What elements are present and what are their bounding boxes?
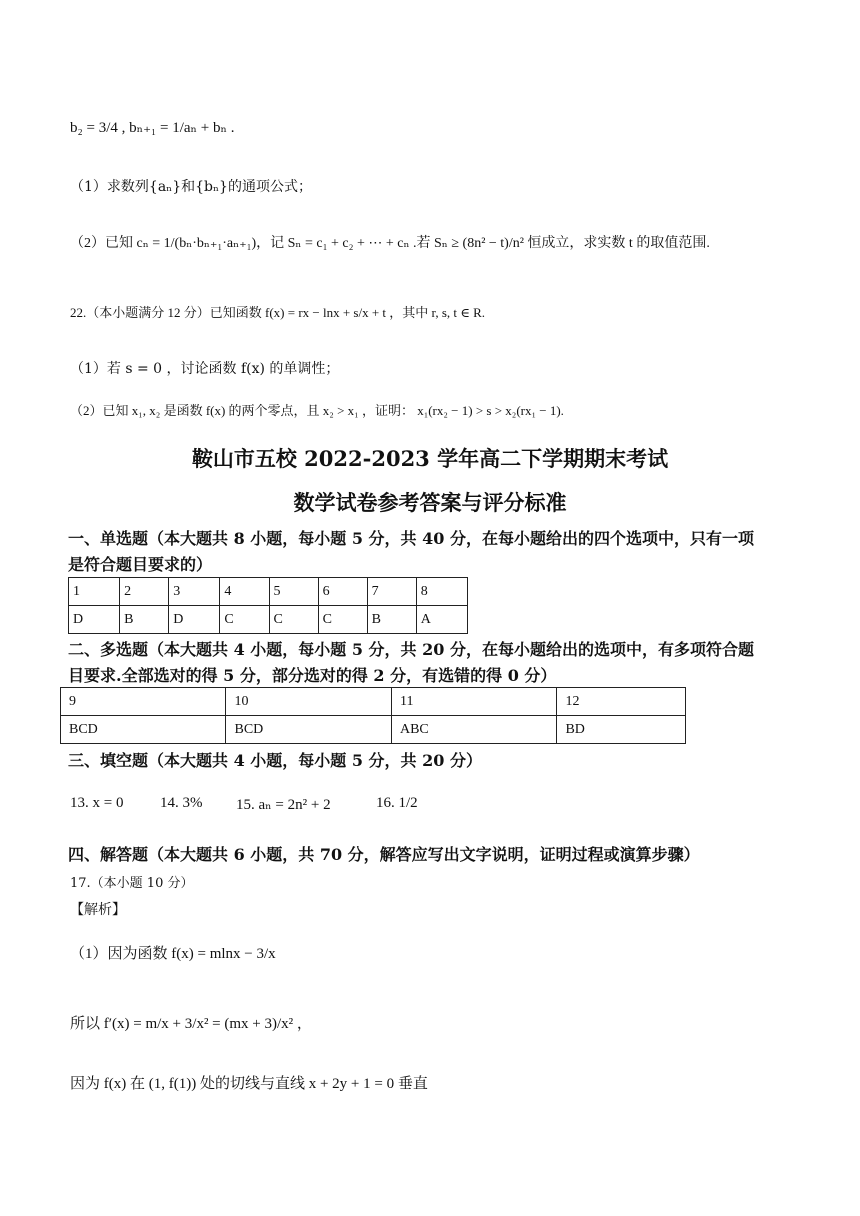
- cell: BCD: [226, 716, 391, 744]
- cell: BCD: [61, 716, 226, 744]
- cell: B: [367, 606, 416, 634]
- answer-16: 16. 1/2: [376, 795, 418, 811]
- cell: B: [120, 606, 169, 634]
- cell: C: [220, 606, 269, 634]
- answer-13: 13. x = 0: [70, 795, 124, 811]
- section1-heading-2: 是符合题目要求的）: [68, 555, 213, 574]
- cell: 4: [220, 578, 269, 606]
- table-row: [61, 716, 686, 744]
- cell: C: [318, 606, 367, 634]
- section1-heading-1: 一、单选题（本大题共 8 小题，每小题 5 分，共 40 分，在每小题给出的四个选项中，只有一项: [68, 529, 754, 548]
- cell: 6: [318, 578, 367, 606]
- cell: 1: [69, 578, 120, 606]
- answer-14: 14. 3%: [160, 795, 203, 811]
- p22-part1: （1）若 s = 0 ，讨论函数 f(x) 的单调性；: [70, 361, 340, 377]
- p21-part2-suffix: 恒成立，求实数 t 的取值范围.: [527, 236, 710, 251]
- cell: 2: [120, 578, 169, 606]
- table-row: [61, 688, 686, 716]
- cell: A: [416, 606, 467, 634]
- cell: 8: [416, 578, 467, 606]
- answer-title: 鞍山市五校 2022-2023 学年高二下学期期末考试: [191, 446, 669, 471]
- cell: 5: [269, 578, 318, 606]
- section2-heading-1: 二、多选题（本大题共 4 小题，每小题 5 分，共 20 分，在每小题给出的选项中，有多项符合题: [68, 640, 754, 659]
- cell: 3: [169, 578, 220, 606]
- section4-heading: 四、解答题（本大题共 6 小题，共 70 分，解答应写出文字说明，证明过程或演算步骤）: [68, 845, 700, 864]
- p22-part2: （2）已知 x₁, x₂ 是函数 f(x) 的两个零点，且 x₂ > x₁ ，证明： x₁(rx₂ − 1) > s > x₂(rx₁ − 1).: [70, 403, 564, 418]
- single-choice-table: [68, 577, 468, 634]
- cell: D: [69, 606, 120, 634]
- cell: 9: [61, 688, 226, 716]
- table-row: [69, 578, 468, 606]
- solution-step-1: （1）因为函数 f(x) = mlnx − 3/x: [70, 946, 276, 962]
- cell: ABC: [391, 716, 556, 744]
- cell: 11: [391, 688, 556, 716]
- cell: 10: [226, 688, 391, 716]
- section3-heading: 三、填空题（本大题共 4 小题，每小题 5 分，共 20 分）: [68, 751, 482, 770]
- p21-given: b₂ = 3/4 , bₙ₊₁ = 1/aₙ + bₙ .: [70, 120, 235, 136]
- cell: C: [269, 606, 318, 634]
- answer-subtitle: 数学试卷参考答案与评分标准: [293, 490, 567, 515]
- p21-part2: [70, 232, 710, 252]
- cell: BD: [557, 716, 686, 744]
- p22-stem: 22.（本小题满分 12 分）已知函数 f(x) = rx − lnx + s/x + t ，其中 r, s, t ∈ R.: [70, 305, 486, 320]
- cell: 7: [367, 578, 416, 606]
- section2-heading-2: 目要求.全部选对的得 5 分，部分选对的得 2 分，有选错的得 0 分）: [68, 666, 557, 685]
- answer-15: 15. aₙ = 2n² + 2: [236, 797, 331, 813]
- cell: 12: [557, 688, 686, 716]
- p21-part2-prefix: （2）已知 cₙ = 1/(bₙ·bₙ₊₁·aₙ₊₁)，记 Sₙ = c₁ + c₂ + ⋯ + cₙ .若 Sₙ ≥ (8n² − t)/n²: [70, 236, 524, 251]
- cell: D: [169, 606, 220, 634]
- table-row: [69, 606, 468, 634]
- solution-step-2: 所以 f′(x) = m/x + 3/x² = (mx + 3)/x² ，: [70, 1016, 312, 1032]
- jiexi-label: 【解析】: [70, 902, 126, 918]
- problem17-label: 17.（本小题 10 分）: [70, 876, 194, 891]
- multi-choice-table: [60, 687, 686, 744]
- solution-step-3: 因为 f(x) 在 (1, f(1)) 处的切线与直线 x + 2y + 1 = 0 垂直: [70, 1076, 428, 1092]
- p21-part1: （1）求数列{aₙ}和{bₙ}的通项公式；: [70, 179, 312, 195]
